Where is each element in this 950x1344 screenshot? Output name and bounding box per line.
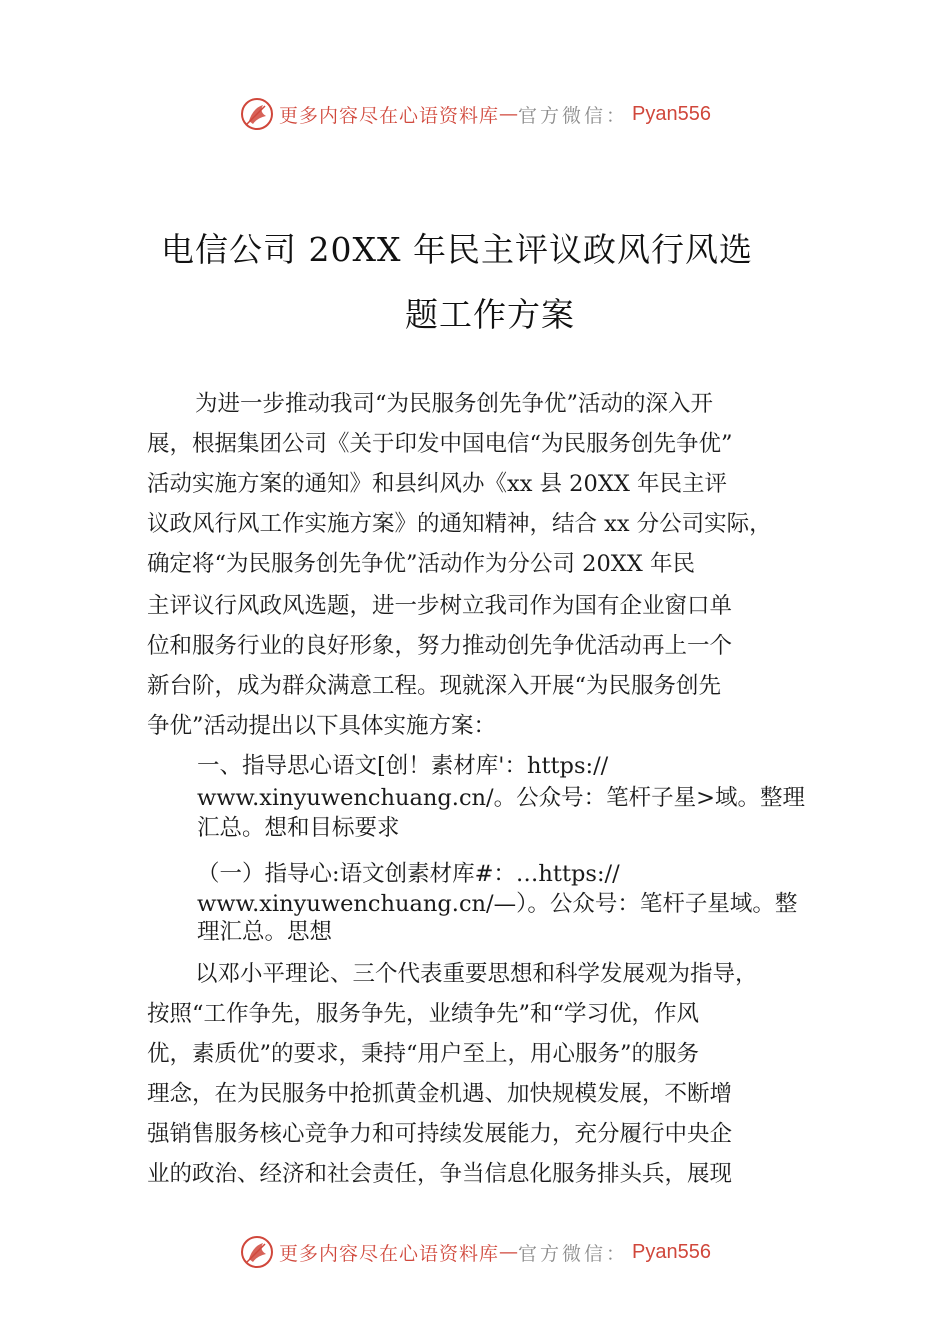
body-line: 议政风行风工作实施方案》的通知精神，结合 xx 分公司实际， (147, 511, 772, 537)
banner-label: 官方微信： (518, 1242, 629, 1265)
banner-label: 官方微信： (518, 104, 629, 127)
body-line: 展，根据集团公司《关于印发中国电信“为民服务创先争优” (147, 431, 733, 457)
footer-banner (0, 1232, 950, 1272)
banner-prefix: 更多内容尽在心语资料库 (279, 104, 500, 127)
document-title-line2: 题工作方案 (405, 295, 575, 334)
body-line: 为进一步推动我司“为民服务创先争优”活动的深入开 (195, 391, 714, 417)
body-line: 新台阶，成为群众满意工程。现就深入开展“为民服务创先 (147, 673, 722, 699)
body-line: 活动实施方案的通知》和县纠风办《xx 县 20XX 年民主评 (147, 471, 728, 497)
body-line: 理汇总。思想 (197, 919, 333, 945)
banner-account: Pyan556 (632, 1240, 711, 1263)
banner-dash: — (499, 103, 519, 125)
body-line: 按照“工作争先，服务争先，业绩争先”和“学习优，作风 (147, 1001, 700, 1027)
body-line: 位和服务行业的良好形象，努力推动创先争优活动再上一个 (147, 633, 733, 659)
logo-icon (239, 96, 275, 132)
body-line: 以邓小平理论、三个代表重要思想和科学发展观为指导， (195, 961, 758, 987)
logo-icon (239, 1234, 275, 1270)
body-line: 确定将“为民服务创先争优”活动作为分公司 20XX 年民 (147, 551, 695, 577)
subsection-heading-1: （一）指导心:语文创素材库#：…https:// (197, 861, 620, 887)
body-line: 强销售服务核心竞争力和可持续发展能力，充分履行中央企 (147, 1121, 733, 1147)
banner-account: Pyan556 (632, 102, 711, 125)
body-line: 业的政治、经济和社会责任，争当信息化服务排头兵，展现 (147, 1161, 733, 1187)
banner-prefix: 更多内容尽在心语资料库 (279, 1242, 500, 1265)
body-line: 主评议行风政风选题，进一步树立我司作为国有企业窗口单 (147, 593, 733, 619)
banner-dash: — (499, 1241, 519, 1263)
body-line: 理念，在为民服务中抢抓黄金机遇、加快规模发展，不断增 (147, 1081, 733, 1107)
section-heading-1: 一、指导思心语文[创！素材库'：https:// (197, 753, 609, 779)
body-line: www.xinyuwenchuang.cn/。公众号：笔杆子星>域。整理 (197, 785, 805, 811)
body-line: 优，素质优”的要求，秉持“用户至上，用心服务”的服务 (147, 1041, 700, 1067)
header-banner (0, 94, 950, 134)
body-line: www.xinyuwenchuang.cn/—）。公众号：笔杆子星域。整 (197, 891, 798, 917)
body-line: 争优”活动提出以下具体实施方案： (147, 713, 497, 739)
document-title-line1: 电信公司 20XX 年民主评议政风行风选 (161, 230, 753, 269)
body-line: 汇总。想和目标要求 (197, 815, 400, 841)
